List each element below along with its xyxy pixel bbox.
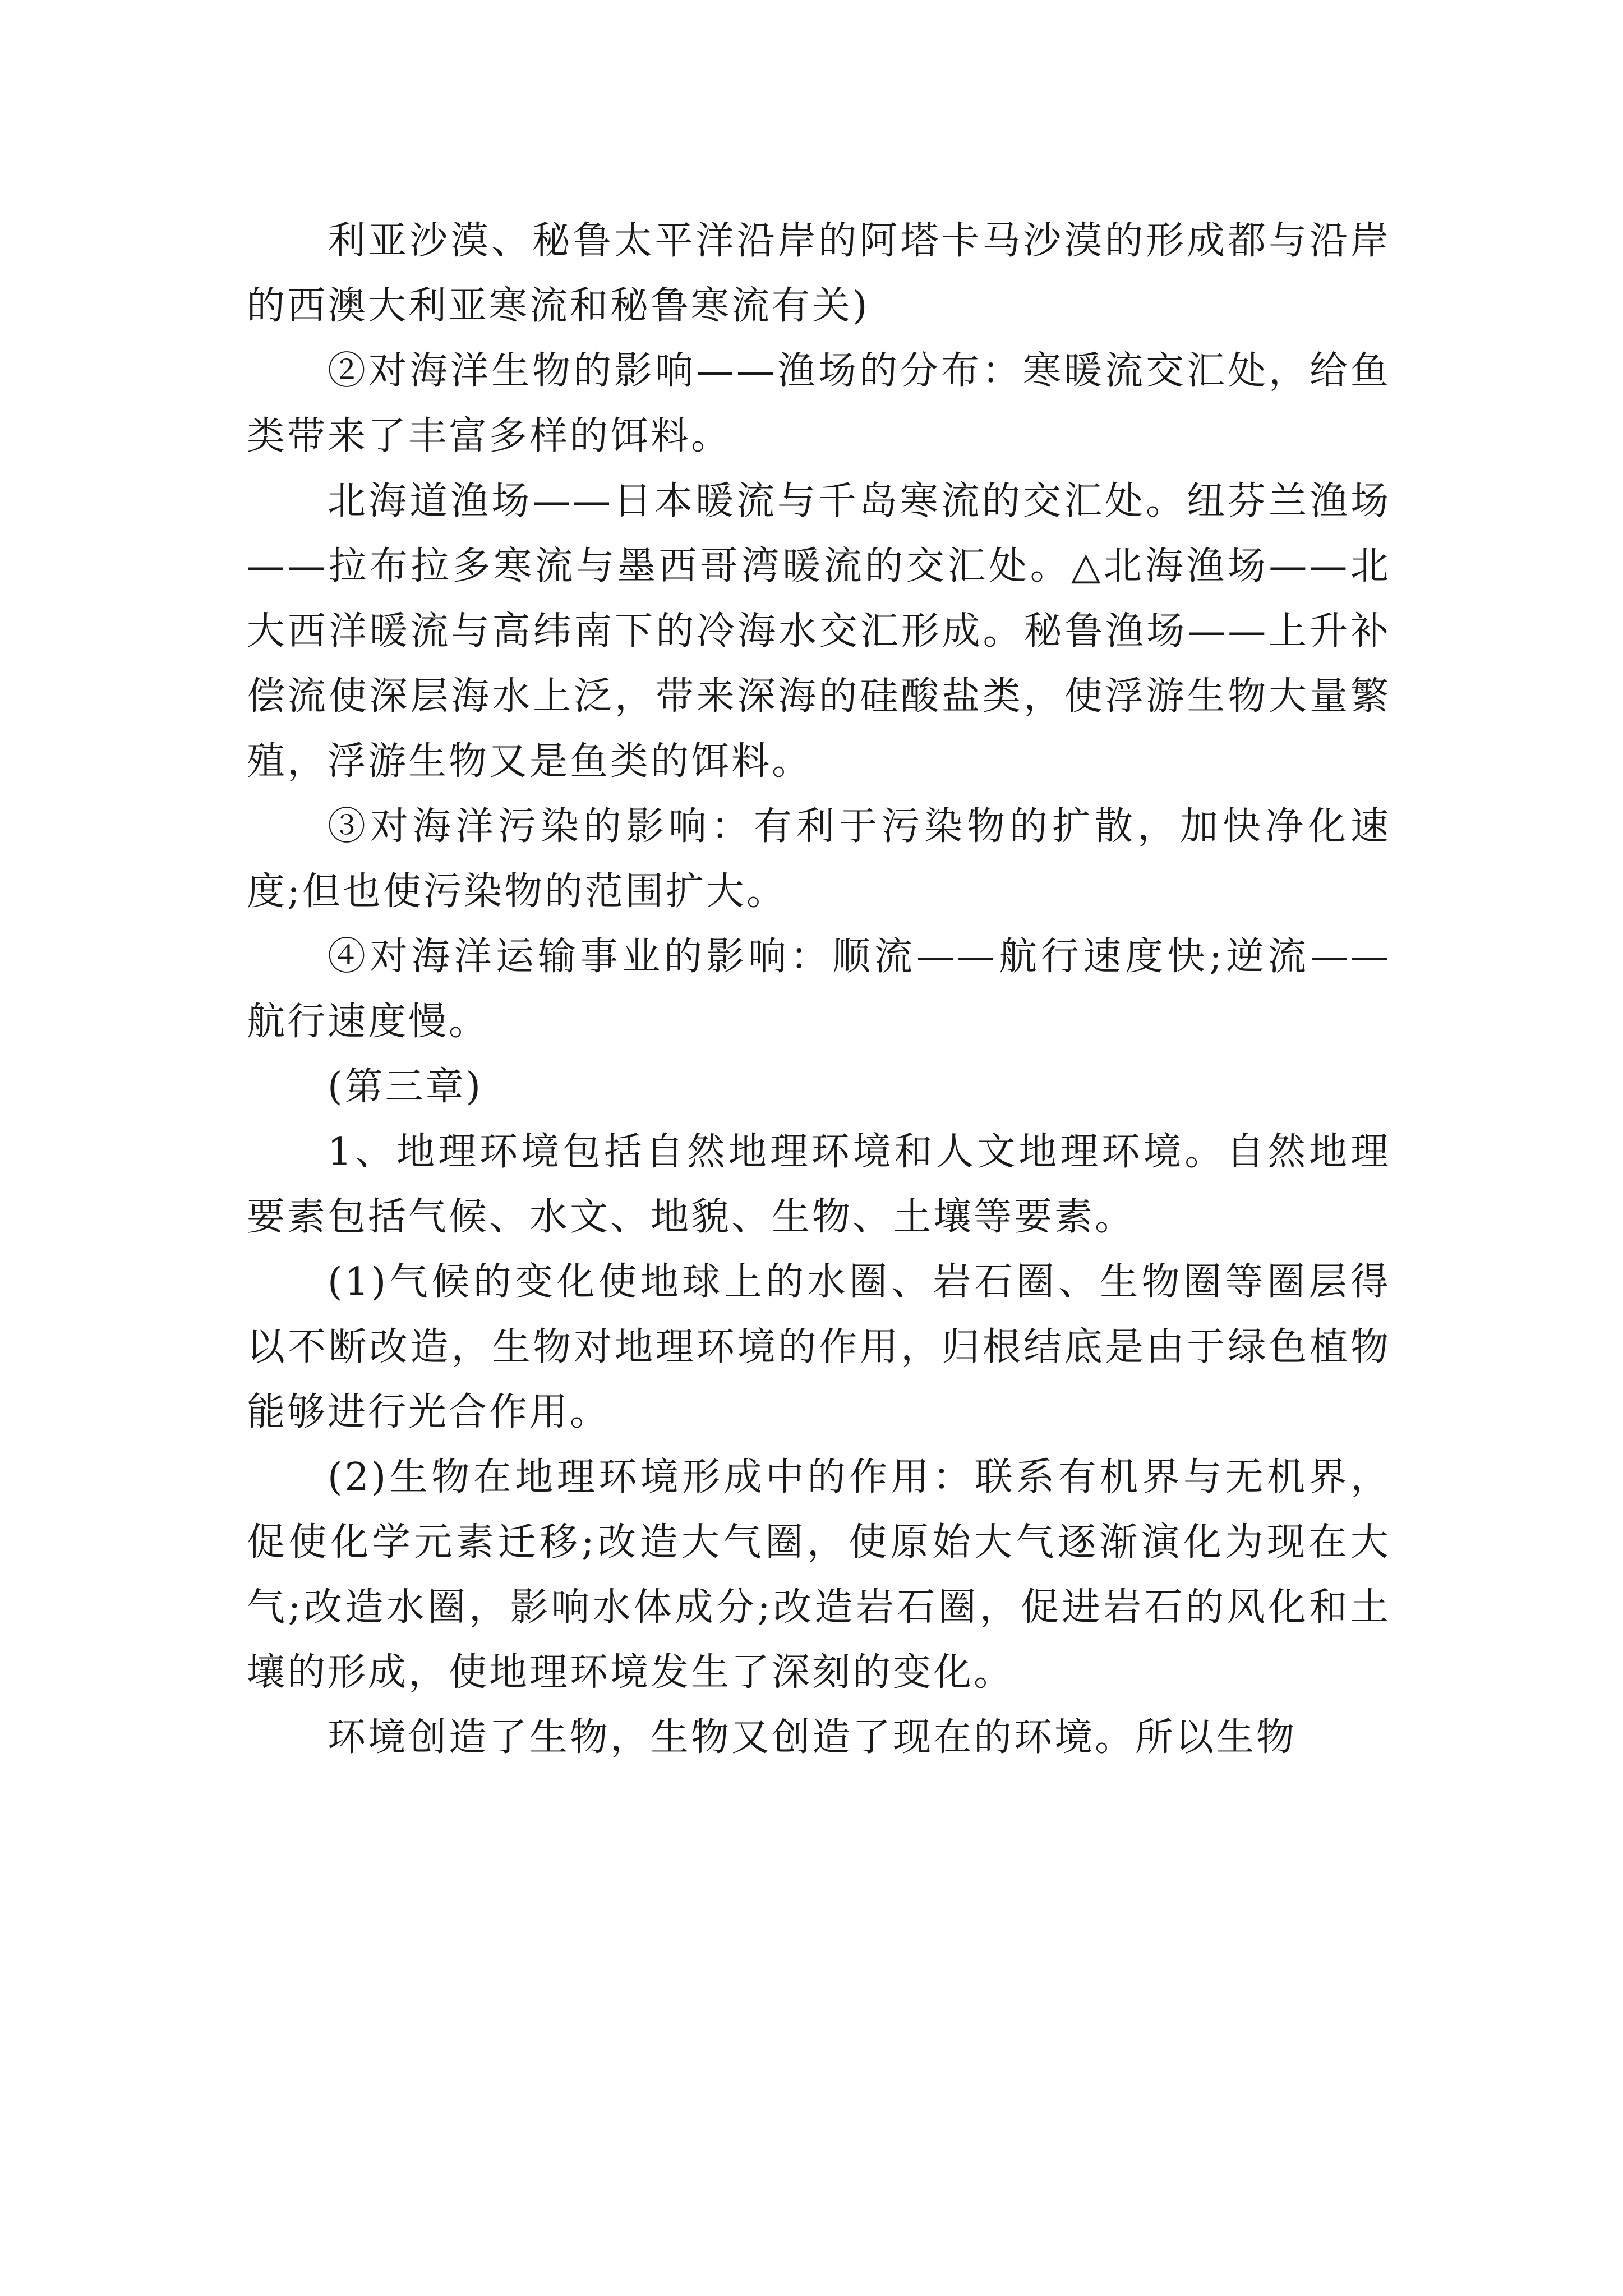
paragraph-biology-role: (2)生物在地理环境形成中的作用：联系有机界与无机界，促使化学元素迁移;改造大气圈，使原始大气逐渐演化为现在大气;改造水圈，影响水体成分;改造岩石圈，促进岩石的风化和土壤的形成，使地理环境发生了深刻的变化。 (247, 1455, 1391, 1695)
paragraph-environment-creates-life: 环境创造了生物，生物又创造了现在的环境。所以生物 (328, 1715, 1297, 1760)
paragraph-ocean-shipping: ④对海洋运输事业的影响：顺流——航行速度快;逆流——航行速度慢。 (247, 935, 1391, 1044)
paragraph-marine-pollution: ③对海洋污染的影响：有利于污染物的扩散，加快净化速度;但也使污染物的范围扩大。 (247, 804, 1391, 914)
paragraph-marine-life: ②对海洋生物的影响——渔场的分布：寒暖流交汇处，给鱼类带来了丰富多样的饵料。 (247, 349, 1391, 458)
paragraph-climate-change: (1)气候的变化使地球上的水圈、岩石圈、生物圈等圈层得以不断改造，生物对地理环境的作用，归根结底是由于绿色植物能够进行光合作用。 (247, 1260, 1391, 1434)
paragraph-desert-continuation: 利亚沙漠、秘鲁太平洋沿岸的阿塔卡马沙漠的形成都与沿岸的西澳大利亚寒流和秘鲁寒流有关) (247, 219, 1391, 328)
paragraph-fishing-grounds: 北海道渔场——日本暖流与千岛寒流的交汇处。纽芬兰渔场——拉布拉多寒流与墨西哥湾暖流的交汇处。△北海渔场——北大西洋暖流与高纬南下的冷海水交汇形成。秘鲁渔场——上升补偿流使深层海水上泛，带来深海的硅酸盐类，使浮游生物大量繁殖，浮游生物又是鱼类的饵料。 (247, 479, 1391, 784)
paragraph-geographic-environment: 1、地理环境包括自然地理环境和人文地理环境。自然地理要素包括气候、水文、地貌、生物、土壤等要素。 (247, 1130, 1391, 1239)
document-body (247, 209, 1391, 1770)
chapter-heading: (第三章) (328, 1065, 483, 1109)
